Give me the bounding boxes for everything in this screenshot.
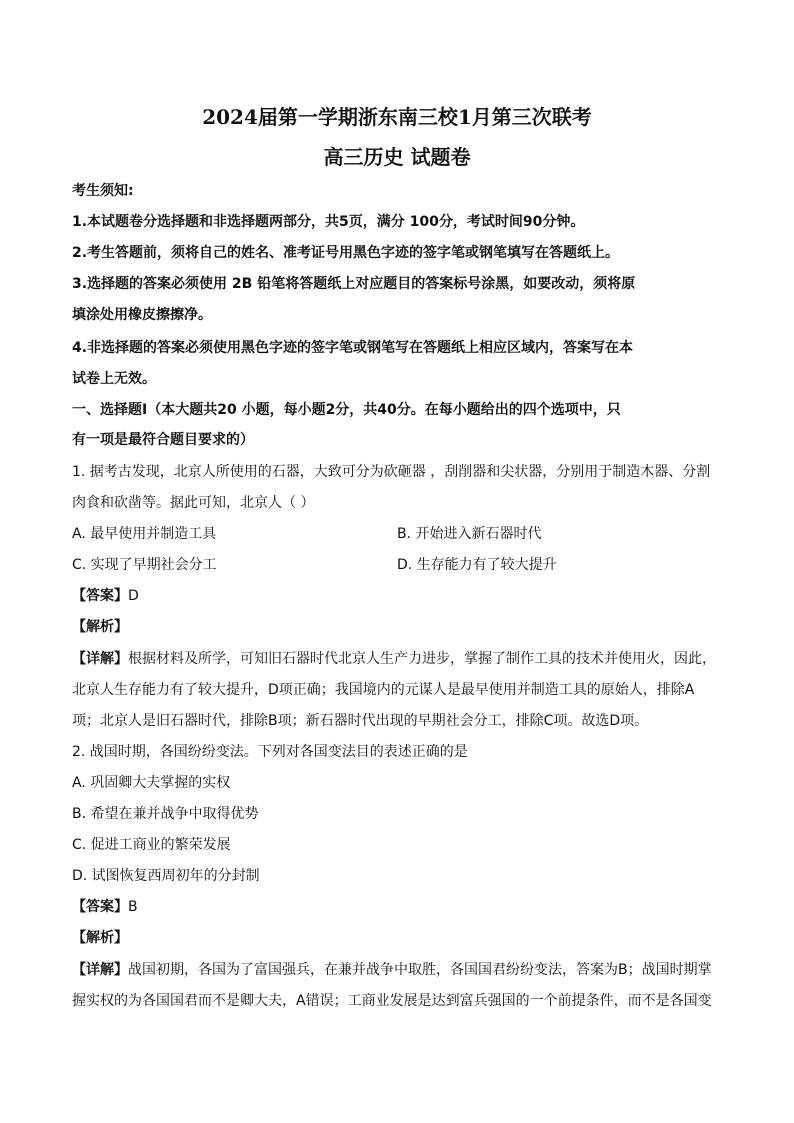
q1-stem-line1: 1. 据考古发现，北京人所使用的石器，大致可分为砍砸器 ，刮削器和尖状器，分别用于制造木器、分割 <box>72 464 711 480</box>
q1-detail-text1: 根据材料及所学，可知旧石器时代北京人生产力进步，掌握了制作工具的技术并使用火，因此， <box>128 651 716 667</box>
q2-analysis-label: 【解析】 <box>72 930 128 946</box>
notice-item-4-line1: 4.非选择题的答案必须使用黑色字迹的签字笔或钢笔写在答题纸上相应区域内，答案写在本 <box>72 340 634 356</box>
exam-title: 2024届第一学期浙东南三校1月第三次联考 <box>202 105 592 129</box>
q2-answer-tag: 【答案】 <box>72 899 128 915</box>
q2-answer <box>72 897 724 917</box>
notice-heading: 考生须知: <box>72 183 134 199</box>
q2-option-c: C. 促进工商业的繁荣发展 <box>72 837 231 853</box>
section-heading-line2: 有一项是最符合题目要求的） <box>72 432 254 448</box>
notice-item-1: 1.本试题卷分选择题和非选择题两部分，共5页，满分 100分，考试时间90分钟。 <box>72 214 585 230</box>
section-heading-line1: 一、选择题Ⅰ（本大题共20 小题，每小题2分，共40分。在每小题给出的四个选项中，只 <box>72 402 621 418</box>
q1-answer <box>72 586 724 606</box>
q1-answer-value: D <box>128 588 139 604</box>
q2-detail-line1 <box>72 960 724 980</box>
q2-detail-tag: 【详解】 <box>72 962 128 978</box>
q2-detail-line2: 握实权的为各国国君而不是卿大夫，A错误；工商业发展是达到富兵强国的一个前提条件，而不是各国变 <box>72 993 712 1009</box>
notice-item-3-line2: 填涂处用橡皮擦擦净。 <box>72 307 212 323</box>
q1-analysis-label: 【解析】 <box>72 619 128 635</box>
q1-option-b: B. 开始进入新石器时代 <box>397 526 542 542</box>
q1-detail-line2: 北京人生存能力有了较大提升，D项正确；我国境内的元谋人是最早使用并制造工具的原始人，排除A <box>72 682 695 698</box>
q1-detail-line3: 项；北京人是旧石器时代，排除B项；新石器时代出现的早期社会分工，排除C项。故选D项。 <box>72 713 649 729</box>
q1-option-d: D. 生存能力有了较大提升 <box>397 557 557 573</box>
q2-option-a: A. 巩固卿大夫掌握的实权 <box>72 775 231 791</box>
notice-item-2: 2.考生答题前，须将自己的姓名、准考证号用黑色字迹的签字笔或钢笔填写在答题纸上。 <box>72 245 620 261</box>
notice-item-4-line2: 试卷上无效。 <box>72 371 156 387</box>
q2-option-d: D. 试图恢复西周初年的分封制 <box>72 868 260 884</box>
q1-stem-line2: 肉食和砍凿等。据此可知，北京人（ ） <box>72 495 315 511</box>
q1-option-a: A. 最早使用并制造工具 <box>72 526 217 542</box>
q1-analysis-tag <box>72 617 724 637</box>
q2-option-b: B. 希望在兼并战争中取得优势 <box>72 806 259 822</box>
notice-item-3-line1: 3.选择题的答案必须使用 2B 铅笔将答题纸上对应题目的答案标号涂黑，如要改动，须将原 <box>72 276 636 292</box>
q1-option-c: C. 实现了早期社会分工 <box>72 557 217 573</box>
q1-detail-tag: 【详解】 <box>72 651 128 667</box>
q2-stem: 2. 战国时期，各国纷纷变法。下列对各国变法目的表述正确的是 <box>72 744 468 760</box>
q1-answer-tag: 【答案】 <box>72 588 128 604</box>
q2-analysis-tag <box>72 928 724 948</box>
exam-subtitle: 高三历史 试题卷 <box>323 145 471 169</box>
q2-detail-text1: 战国初期，各国为了富国强兵，在兼并战争中取胜，各国国君纷纷变法，答案为B；战国时期掌 <box>128 962 712 978</box>
q2-answer-value: B <box>128 899 138 915</box>
q1-detail-line1 <box>72 649 724 669</box>
